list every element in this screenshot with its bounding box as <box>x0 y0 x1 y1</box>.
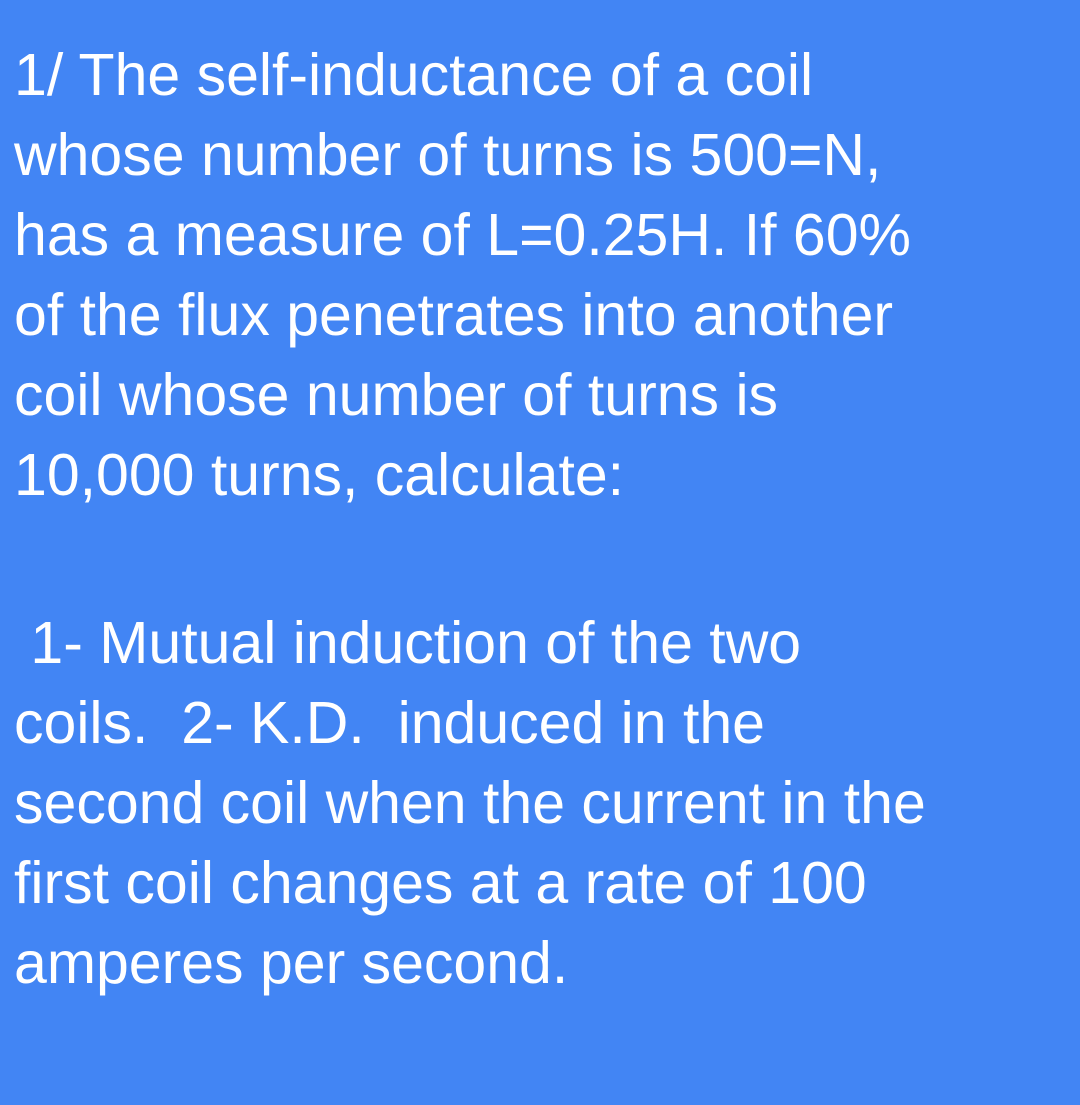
question-line-3: has a measure of L=0.25H. If 60% <box>14 202 912 268</box>
task-line-3: second coil when the current in the <box>14 770 926 836</box>
task-line-5: amperes per second. <box>14 930 569 996</box>
question-line-4: of the flux penetrates into another <box>14 282 894 348</box>
task-line-2: coils. 2- K.D. induced in the <box>14 690 765 756</box>
question-line-5: coil whose number of turns is <box>14 362 779 428</box>
task-line-1: 1- Mutual induction of the two <box>14 610 802 676</box>
question-line-1: 1/ The self-inductance of a coil <box>14 42 814 108</box>
question-line-6: 10,000 turns, calculate: <box>14 442 625 508</box>
question-line-2: whose number of turns is 500=N, <box>14 122 882 188</box>
task-line-4: first coil changes at a rate of 100 <box>14 850 867 916</box>
